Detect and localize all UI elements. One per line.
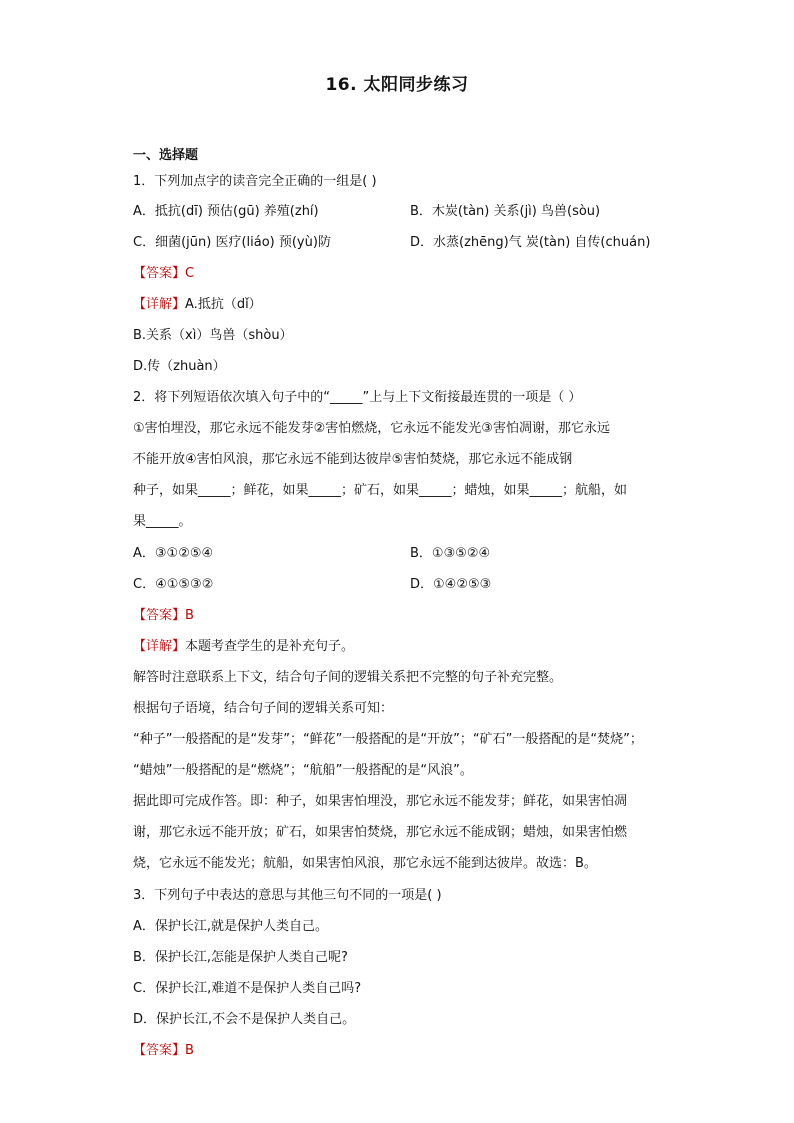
page-title: 16. 太阳同步练习 <box>325 75 469 95</box>
question-2-text: 种子，如果_____；鲜花，如果_____；矿石，如果_____；蜡烛，如果_____；航船，如 <box>133 483 628 498</box>
question-1-option-d: D．水蒸(zhēng)气 炭(tàn) 自传(chuán) <box>410 235 651 250</box>
question-3-option-b: B．保护长江,怎能是保护人类自己呢? <box>133 950 348 965</box>
question-2-detail-line: 根据句子语境，结合句子间的逻辑关系可知： <box>133 701 394 716</box>
detail-text: 本题考查学生的是补充句子。 <box>185 639 355 654</box>
question-1-option-a: A．抵抗(dī) 预估(gū) 养殖(zhí) <box>133 204 319 219</box>
question-2-option-d: D．①④②⑤③ <box>410 577 492 592</box>
question-2-detail-line: 烧，它永远不能发光；航船，如果害怕风浪，那它永远不能到达彼岸。故选：B。 <box>133 856 597 871</box>
question-1-stem: 1．下列加点字的读音完全正确的一组是( ) <box>133 174 377 189</box>
question-1-answer <box>133 265 194 283</box>
question-2-option-a: A．③①②⑤④ <box>133 546 214 561</box>
question-1-option-c: C．细菌(jūn) 医疗(liáo) 预(yù)防 <box>133 235 331 250</box>
detail-tag: 【详解】 <box>133 639 186 654</box>
question-1-detail-line: D.传（zhuàn） <box>133 359 226 374</box>
question-2-answer <box>133 607 194 625</box>
question-2-detail-line: “种子”一般搭配的是“发芽”；“鲜花”一般搭配的是“开放”；“矿石”一般搭配的是“焚烧”； <box>133 732 643 747</box>
question-2-detail <box>133 638 354 656</box>
answer-value: B <box>185 608 194 623</box>
answer-tag: 【答案】 <box>133 1043 186 1058</box>
question-2-stem: 2．将下列短语依次填入句子中的“_____”上与上下文衔接最连贯的一项是（ ） <box>133 390 582 405</box>
question-2-detail-line: 谢，那它永远不能开放；矿石，如果害怕焚烧，那它永远不能成钢；蜡烛，如果害怕燃 <box>133 825 628 840</box>
question-1-option-b: B．木炭(tàn) 关系(jì) 鸟兽(sòu) <box>410 204 601 219</box>
question-3-answer <box>133 1042 194 1060</box>
answer-tag: 【答案】 <box>133 608 186 623</box>
question-2-text: 果_____。 <box>133 514 192 529</box>
answer-tag: 【答案】 <box>133 266 186 281</box>
question-2-detail-line: 据此即可完成作答。即：种子，如果害怕埋没，那它永远不能发芽；鲜花，如果害怕凋 <box>133 794 628 809</box>
section-heading: 一、选择题 <box>133 148 199 163</box>
question-3-option-a: A．保护长江,就是保护人类自己。 <box>133 919 329 934</box>
question-2-option-b: B．①③⑤②④ <box>410 546 491 561</box>
question-2-detail-line: “蜡烛”一般搭配的是“燃烧”；“航船”一般搭配的是“风浪”。 <box>133 763 473 778</box>
question-3-option-d: D．保护长江,不会不是保护人类自己。 <box>133 1012 356 1027</box>
question-2-detail-line: 解答时注意联系上下文，结合句子间的逻辑关系把不完整的句子补充完整。 <box>133 670 563 685</box>
detail-tag: 【详解】 <box>133 297 186 312</box>
question-2-text: ①害怕埋没，那它永远不能发芽②害怕燃烧，它永远不能发光③害怕凋谢，那它永远 <box>133 421 610 436</box>
detail-text: A.抵抗（dǐ） <box>185 297 262 312</box>
question-2-option-c: C．④①⑤③② <box>133 577 214 592</box>
question-3-stem: 3．下列句子中表达的意思与其他三句不同的一项是( ) <box>133 888 442 903</box>
question-2-text: 不能开放④害怕风浪，那它永远不能到达彼岸⑤害怕焚烧，那它永远不能成钢 <box>133 452 573 467</box>
question-3-option-c: C．保护长江,难道不是保护人类自己吗? <box>133 981 362 996</box>
answer-value: B <box>185 1043 194 1058</box>
question-1-detail <box>133 296 262 314</box>
question-1-detail-line: B.关系（xì）鸟兽（shòu） <box>133 328 293 343</box>
answer-value: C <box>185 266 195 281</box>
